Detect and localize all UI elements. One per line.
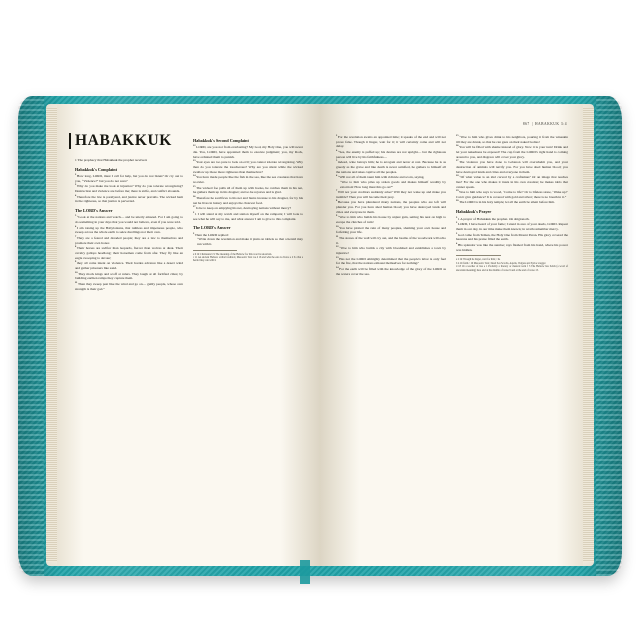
- verse-text: Then the LORD replied:: [194, 232, 229, 237]
- open-book-pages: [46, 104, 594, 566]
- verse-number: 15: [456, 134, 459, 137]
- verse: [336, 225, 446, 235]
- verse-number: 5: [75, 214, 77, 218]
- verse-number: 4: [75, 193, 77, 197]
- right-page-column-2: [456, 134, 568, 272]
- verse-text: Then they sweep past like the wind and go on— guilty people, whose own strength is their god.”: [75, 282, 183, 291]
- verse-number: 6: [336, 174, 338, 178]
- verse-text: You have plotted the ruin of many peoples, shaming your own house and forfeiting your life.: [336, 225, 446, 235]
- footnote-divider: [456, 255, 501, 256]
- verse-number: 14: [336, 265, 339, 269]
- verse-number: 16: [193, 194, 196, 198]
- verse: [75, 235, 183, 245]
- verse-number: 14: [193, 174, 196, 178]
- verse-text: “Look at the nations and watch— and be utterly amazed. For I am going to do something in your days that you would not believe, even if you were told.: [75, 215, 183, 225]
- verse-text: “See, the enemy is puffed up; his desires are not upright— but the righteous person will live by his faithfulness—: [336, 150, 446, 159]
- verse-number: 8: [336, 199, 338, 203]
- verse: [456, 159, 568, 174]
- verse: [193, 174, 303, 184]
- verse-number: 11: [75, 280, 78, 284]
- verse: [75, 271, 183, 281]
- verse-text: For the earth will be filled with the knowledge of the glory of the LORD as the waters cover the sea.: [336, 267, 446, 276]
- verse: [193, 185, 303, 195]
- verse-text: Their horses are swifter than leopards, fiercer than wolves at dusk. Their cavalry gallops headlong; their horsemen come from afar. They fly like an eagle swooping to devour;: [75, 246, 183, 260]
- section-heading: Habakkuk's Second Complaint: [193, 138, 249, 143]
- verse: [75, 245, 183, 260]
- chapter-number: 3: [456, 215, 458, 219]
- verse: [336, 159, 446, 174]
- verse-number: 3: [456, 231, 458, 235]
- verse-text: “Woe to him who builds his house by unjust gain, setting his nest on high to escape the clutches of ruin!: [336, 215, 446, 225]
- left-page-column-1: [75, 158, 183, 297]
- verse: [336, 256, 446, 266]
- verse-text: “Woe to him who piles up stolen goods and makes himself wealthy by extortion! How long must this go on?”: [340, 179, 446, 189]
- section-heading: The LORD's Answer: [193, 225, 231, 231]
- footnote-divider: [193, 250, 237, 251]
- verse: [456, 221, 568, 231]
- verse-number: 2: [193, 231, 195, 235]
- verse-text: indeed, wine betrays him; he is arrogant and never at rest. Because he is as greedy as the grave and like death is never satisfied, he gathers to himself all the nations and takes captive all the peoples.: [336, 160, 446, 174]
- verse-text: “Woe to him who builds a city with bloodshed and establishes a town by injustice!: [336, 246, 446, 256]
- verse-text: His splendor was like the sunrise; rays flashed from his hand, where his power was hidden.: [456, 243, 568, 252]
- verse-text: Is he to keep on emptying his net, destroying nations without mercy?: [196, 206, 291, 211]
- verse-text: The violence you have done to Lebanon will overwhelm you, and your destruction of animals will terrify you. For you have shed human blood; you have destroyed lands and cities and everyone in them.: [456, 160, 568, 174]
- verse-number: 11: [336, 235, 339, 238]
- verse-text: For the revelation awaits an appointed time; it speaks of the end and will not prove false. Though it linger, wait for it; it will certainly come and will not delay.: [336, 135, 446, 149]
- verse-number: 13: [193, 159, 196, 163]
- verse-text: Therefore the law is paralyzed, and justice never prevails. The wicked hem in the righteous, so that justice is perverted.: [75, 194, 183, 204]
- page-number: 867: [522, 122, 530, 126]
- verse-number: 10: [75, 270, 78, 274]
- left-page: [57, 104, 320, 566]
- verse: [75, 260, 183, 270]
- verse: [336, 245, 446, 255]
- verse-text: LORD, are you not from everlasting? My God, my Holy One, you will never die. You, LORD, have appointed them to execute judgment; you, my Rock, have ordained them to punish.: [193, 145, 303, 159]
- verse-text: They mock kings and scoff at rulers. They laugh at all fortified cities; by building earthen ramps they capture them.: [75, 271, 183, 281]
- verse-text: You have made people like the fish in the sea, like the sea creatures that have no ruler.: [193, 175, 303, 184]
- verse: [75, 173, 183, 183]
- verse-number: 17: [193, 205, 196, 209]
- verse: [193, 195, 303, 205]
- verse: [75, 183, 183, 193]
- verse-number: 2: [456, 221, 458, 225]
- verse-number: 17: [456, 159, 459, 163]
- verse: [456, 189, 568, 199]
- verse-number: 2: [75, 173, 77, 176]
- verse-text: “Write down the revelation and make it plain on tablets so that a herald may run with it.: [197, 237, 303, 247]
- left-page-column-2: [193, 134, 303, 263]
- verse-number: 4: [336, 148, 338, 152]
- verse: [336, 266, 446, 276]
- verse: [193, 144, 303, 159]
- book-ribbon: [300, 560, 310, 584]
- verse-text: “Of what value is an idol carved by a craftsman? Or an image that teaches lies? For the one who makes it trusts in his own creation; he makes idols that cannot speak.: [456, 175, 568, 189]
- section-heading: Habakkuk's Complaint: [75, 166, 118, 172]
- verse-text: Because you have plundered many nations, the peoples who are left will plunder you. For you have shed human blood; you have destroyed lands and cities and everyone in them.: [336, 200, 446, 214]
- verse-text: How long, LORD, must I call for help, but you do not listen? Or cry out to you, “Violence!” but you do not save?: [75, 174, 183, 183]
- verse-text: Will not your creditors suddenly arise? Will they not wake up and make you tremble? Then you will become their prey.: [336, 190, 446, 199]
- verse-number: 7: [336, 189, 338, 193]
- verse: [75, 281, 183, 291]
- verse: [193, 237, 303, 246]
- chapter-number: 2: [193, 210, 195, 214]
- verse-number: 3: [75, 183, 77, 187]
- running-head-reference: HABAKKUK 3:4: [534, 122, 567, 126]
- verse: [75, 194, 183, 204]
- verse-text: Therefore he sacrifices to his net and burns incense to his dragnet, for by his net he lives in luxury and enjoys the choicest food.: [193, 196, 303, 205]
- verse: [336, 214, 446, 224]
- verse: [336, 180, 446, 189]
- verse-number: 10: [336, 224, 339, 228]
- verse-number: 3: [336, 134, 338, 137]
- verse-text: “Will not all of them taunt him with ridicule and scorn, saying,: [337, 175, 425, 180]
- verse-text: They are a feared and dreaded people; they are a law to themselves and promote their own honor.: [75, 236, 183, 245]
- section-heading: The LORD's Answer: [75, 207, 113, 213]
- verse-number: 12: [336, 245, 339, 249]
- verse-text: Woe to him who says to wood, ‘Come to life!’ Or to lifeless stone, ‘Wake up!’ Can it give guidance? It is covered with gold and silver; there is no breath in it.”: [456, 190, 568, 199]
- verse: [456, 144, 568, 159]
- verse-number: 19: [456, 189, 459, 193]
- verse: [456, 174, 568, 189]
- verse-number: 16: [456, 144, 459, 148]
- verse: [75, 291, 183, 297]
- verse-text: God came from Teman, the Holy One from Mount Paran. His glory covered the heavens and his praise filled the earth.: [456, 232, 568, 242]
- right-page: [320, 104, 583, 566]
- verse: [456, 199, 568, 205]
- chapter-intro: 1 The prophecy that Habakkuk the prophet received.: [75, 158, 148, 162]
- footnote: a 6 Or Chaldeans b 9 The meaning of the Hebrew for this word is uncertain.: [193, 252, 272, 256]
- chapter-opening: [193, 211, 303, 221]
- verse-text: Has not the LORD Almighty determined that the people's labor is only fuel for the fire, that the nations exhaust themselves for nothing?: [336, 256, 446, 266]
- verse-text: The wicked foe pulls all of them up with hooks, he catches them in his net, he gathers them up in his dragnet; and so he rejoices and is glad.: [193, 185, 303, 195]
- section-heading: Habakkuk's Prayer: [456, 209, 492, 215]
- verse-text: I am raising up the Babylonians, that ruthless and impetuous people, who sweep across the whole earth to seize dwellings not their own.: [75, 225, 183, 235]
- verse: [336, 235, 446, 245]
- verse-number: 6: [75, 224, 77, 228]
- verse-number: 5: [336, 159, 338, 163]
- cover-right-edge: [596, 96, 622, 576]
- verse-number: 8: [75, 245, 77, 249]
- verse-number: 9: [336, 214, 338, 218]
- verse: [193, 159, 303, 174]
- verse: [336, 189, 446, 199]
- footnote: c 11 An ancient Hebrew scribal tradition; Masoretic Text we d 16 and what he eats is choice e 2 So that a herald may run with it: [193, 256, 303, 263]
- running-head-separator: |: [531, 122, 533, 126]
- right-page-column-1: [336, 134, 446, 276]
- verse-number: 18: [456, 174, 459, 178]
- verse-number: 15: [193, 184, 196, 188]
- verse: [456, 134, 568, 144]
- verse-number: 4: [456, 241, 458, 245]
- verse-number: 20: [456, 199, 459, 203]
- footnote: a 2 Or Though he linger, wait for him; / he: [456, 258, 501, 262]
- verse-text: “Woe to him who gives drink to his neighbors, pouring it from the wineskin till they are drunk, so that he can gaze on their naked bodies!: [456, 135, 568, 144]
- verse: [336, 134, 446, 149]
- footnote: b 4 Or faith c 16 Masoretic Text; Dead Sea Scrolls, Aquila, Vulgate and Syriac stagger: [456, 261, 546, 265]
- verse-text: The LORD is in his holy temple; let all the earth be silent before him.: [459, 200, 555, 205]
- verse: [75, 214, 183, 224]
- verse: [336, 149, 446, 159]
- verse-text: they all come intent on violence. Their hordes advance like a desert wind and gather prisoners like sand.: [75, 261, 183, 271]
- verse-text: Your eyes are too pure to look on evil; you cannot tolerate wrongdoing. Why then do you tolerate the treacherous? Why are you silent while the wicked swallow up those more righteous than themselves?: [193, 160, 303, 174]
- verse: [336, 199, 446, 214]
- verse-number: 13: [336, 255, 339, 259]
- running-head: [523, 122, 567, 126]
- verse-text: The stones of the wall will cry out, and the beams of the woodwork will echo it.: [336, 236, 446, 245]
- footnote: d 18 Or a teacher of lies e 1 Probably a literary or musical term f 3 The Hebrew has Selah (a word of uncertain meaning) here and at the middle of verse 9 and at the end of verse 13.: [456, 265, 568, 272]
- verse: [456, 242, 568, 252]
- verse: [456, 232, 568, 242]
- verse-text: 1 A prayer of Habakkuk the prophet. On shigionoth.: [457, 216, 530, 221]
- verse-text: LORD, I have heard of your fame; I stand in awe of your deeds, LORD. Repeat them in our day, in our time make them known; in wrath remember mercy.: [456, 222, 568, 232]
- cover-left-edge: [18, 96, 44, 576]
- verse-number: 7: [75, 235, 77, 239]
- verse-text: 1 I will stand at my watch and station myself on the ramparts; I will look to see what he will say to me, and what answer I am to give to this complaint.: [193, 212, 303, 221]
- verse-text: Why do you make me look at injustice? Why do you tolerate wrongdoing? Destruction and violence are before me; there is strife, and conflict abounds.: [75, 184, 183, 194]
- verse-text: You will be filled with shame instead of glory. Now it is your turn! Drink and let your nakedness be exposed! The cup from the LORD's right hand is coming around to you, and disgrace will cover your glory.: [456, 145, 568, 159]
- verse-number: 12: [193, 144, 196, 148]
- page-title: HABAKKUK: [75, 132, 172, 149]
- verse-number: 9: [75, 260, 77, 264]
- verse: [75, 225, 183, 235]
